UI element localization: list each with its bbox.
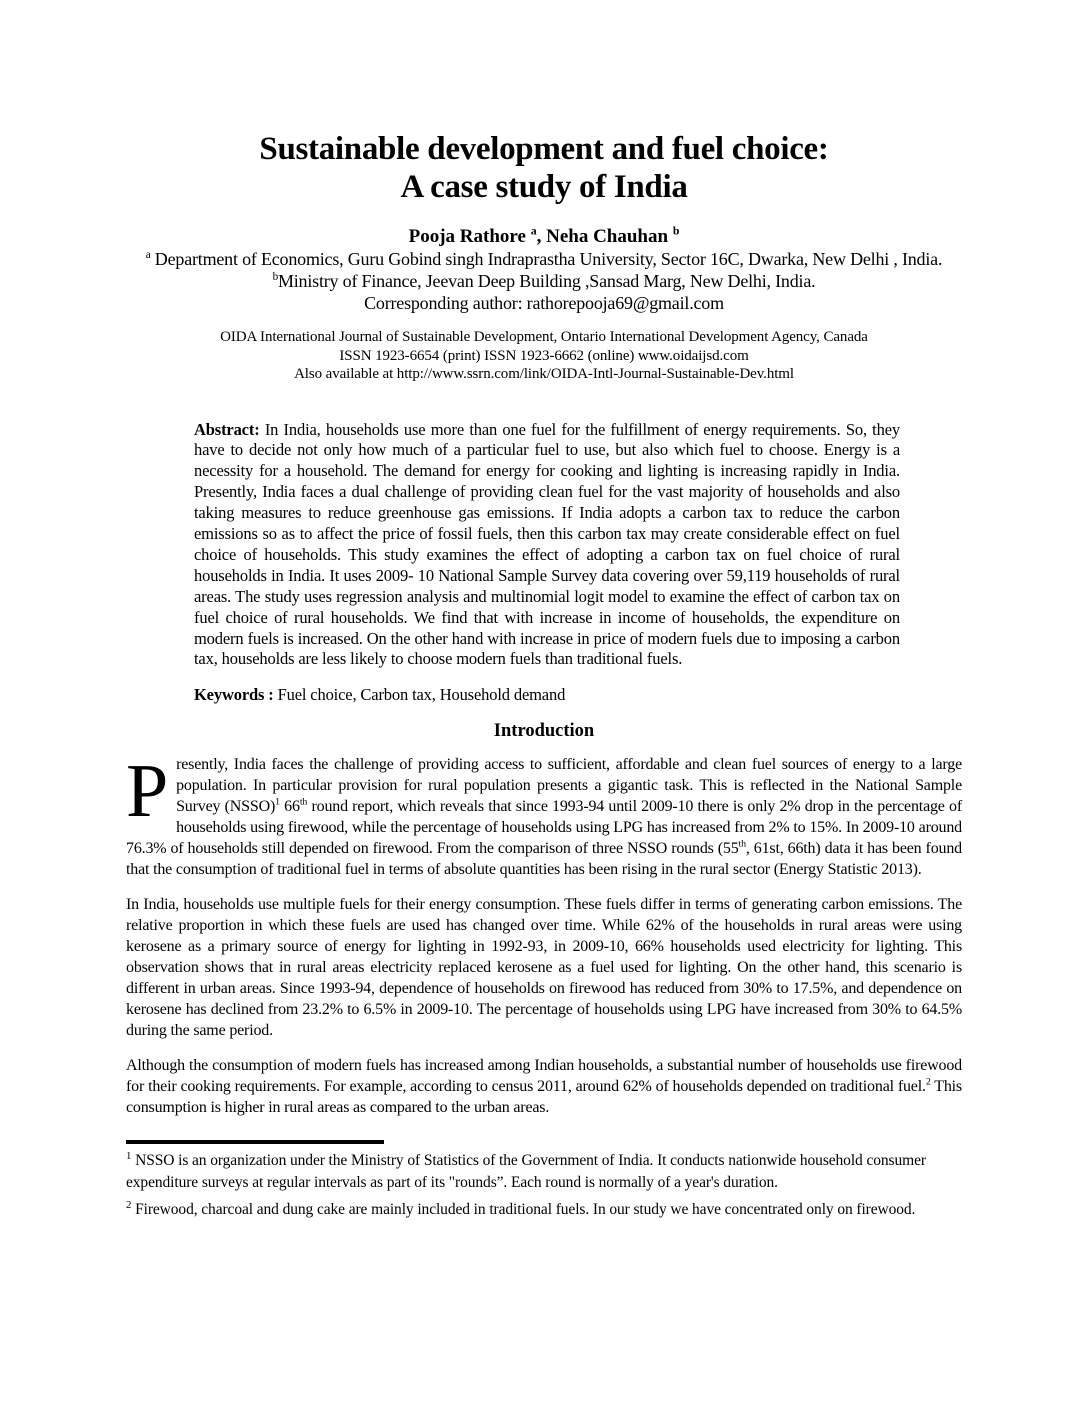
authors-line	[126, 226, 962, 248]
journal-availability-line: Also available at http://www.ssrn.com/link/OIDA-Intl-Journal-Sustainable-Dev.html	[294, 366, 794, 382]
paper-title	[126, 130, 962, 206]
footnote-1-marker: 1	[126, 1150, 132, 1163]
intro-p1-seg4: , 61st, 66th) data it has been found that the consumption of traditional fuel in terms of absolute quantities has been rising in the rural sector (Energy Statistic 2013).	[126, 840, 962, 879]
corresponding-author-line: Corresponding author: rathorepooja69@gmail.com	[364, 293, 724, 313]
abstract-label: Abstract:	[194, 419, 260, 439]
author-affiliation-mark-a: a	[530, 224, 537, 238]
paper-title-line1: Sustainable development and fuel choice:	[259, 131, 829, 167]
footnote-separator-rule	[126, 1140, 384, 1144]
introduction-paragraph-1	[126, 749, 962, 880]
author-name-1: Pooja Rathore	[408, 226, 531, 247]
affiliation-b-mark: b	[272, 271, 278, 283]
footnote-2-marker: 2	[126, 1199, 132, 1212]
intro-p3-seg2: This consumption is higher in rural areas as compared to the urban areas.	[126, 1078, 962, 1117]
footnote-ref-1: 1	[275, 797, 280, 809]
footnote-ref-2: 2	[925, 1077, 931, 1089]
affiliation-a-mark: a	[145, 249, 151, 261]
affiliation-b-text: Ministry of Finance, Jeevan Deep Building ,Sansad Marg, New Delhi, India.	[277, 271, 816, 291]
keywords-label: Keywords :	[194, 685, 274, 705]
intro-p1-seg1: resently, India faces the challenge of providing access to sufficient, affordable and clean fuel sources of energy to a large population. In particular provision for rural population presents a gigantic task. This is reflected in the National Sample Survey (NSSO)	[176, 756, 962, 816]
journal-name-line: OIDA International Journal of Sustainable Development, Ontario International Development Agency, Canada	[220, 329, 868, 345]
introduction-paragraph-3	[126, 1055, 962, 1118]
introduction-heading: Introduction	[493, 721, 595, 742]
footnote-2-text: Firewood, charcoal and dung cake are mainly included in traditional fuels. In our study we have concentrated only on firewood.	[131, 1201, 916, 1219]
keywords-text: Fuel choice, Carbon tax, Household demand	[273, 685, 566, 705]
abstract-text: In India, households use more than one fuel for the fulfillment of energy requirements. So, they have to decide not only how much of a particular fuel to use, but also which fuel to choose. Energy is a necessity for a household. The demand for energy for cooking and lighting is increasing rapidly in India. Presently, India faces a dual challenge of providing clean fuel for the vast majority of households and also taking measures to reduce greenhouse gas emissions. If India adopts a carbon tax to reduce the carbon emissions so as to affect the price of fossil fuels, then this carbon tax may create considerable effect on fuel choice of households. This study examines the effect of adopting a carbon tax on fuel choice of rural households in India. It uses 2009- 10 National Sample Survey data covering over 59,119 households of rural areas. The study uses regression analysis and multinomial logit model to examine the effect of carbon tax on fuel choice of rural households. We find that with increase in income of households, the expenditure on modern fuels is increased. On the other hand with increase in price of modern fuels due to imposing a carbon tax, households are less likely to choose modern fuels than traditional fuels.	[194, 419, 900, 669]
footnote-2	[126, 1199, 926, 1221]
paper-title-line2: A case study of India	[400, 169, 688, 205]
intro-p1-seg2: 66	[279, 798, 300, 816]
author-name-2: , Neha Chauhan	[536, 226, 673, 247]
journal-issn-line: ISSN 1923-6654 (print) ISSN 1923-6662 (online) www.oidaijsd.com	[339, 347, 749, 364]
dropcap-letter: P	[126, 749, 169, 834]
footnote-1	[126, 1150, 926, 1193]
abstract-paragraph	[194, 420, 900, 671]
document-page	[126, 0, 962, 1221]
abstract-section	[194, 420, 900, 671]
affiliation-a	[126, 248, 962, 270]
ordinal-sup-66th: th	[299, 797, 308, 809]
ordinal-sup-55th: th	[738, 839, 746, 851]
affiliation-b	[126, 270, 962, 292]
intro-p3-seg1: Although the consumption of modern fuels has increased among Indian households, a substantial number of households use firewood for their cooking requirements. For example, according to census 2011, around 62% of households depended on traditional fuel.	[126, 1057, 962, 1096]
footnote-1-text: NSSO is an organization under the Ministry of Statistics of the Government of India. It conducts nationwide household consumer expenditure surveys at regular intervals as part of its "rounds”. Each round is normally of a year's duration.	[126, 1152, 926, 1191]
author-affiliation-mark-b: b	[672, 224, 680, 238]
introduction-paragraph-2: In India, households use multiple fuels for their energy consumption. These fuels differ in terms of generating carbon emissions. The relative proportion in which these fuels are used has changed over time. While 62% of the households in rural areas were using kerosene as a primary source of energy for lighting in 1992-93, in 2009-10, 66% households used electricity for lighting. This observation shows that in rural areas electricity replaced kerosene as a fuel used for lighting. On the other hand, this scenario is different in urban areas. Since 1993-94, dependence of households on firewood has reduced from 30% to 17.5%, and dependence on kerosene has declined from 23.2% to 6.5% in 2009-10. The percentage of households using LPG have increased from 30% to 64.5% during the same period.	[126, 896, 962, 1040]
journal-info-block	[126, 328, 962, 384]
affiliation-a-text: Department of Economics, Guru Gobind singh Indraprastha University, Sector 16C, Dwarka, New Delhi , India.	[150, 249, 943, 269]
keywords-line	[194, 684, 900, 705]
intro-p1-seg3: round report, which reveals that since 1993-94 until 2009-10 there is only 2% drop in the percentage of households using firewood, while the percentage of households using LPG has increased from 2% to 15%. In 2009-10 around 76.3% of households still depended on firewood. From the comparison of three NSSO rounds (55	[126, 798, 962, 858]
